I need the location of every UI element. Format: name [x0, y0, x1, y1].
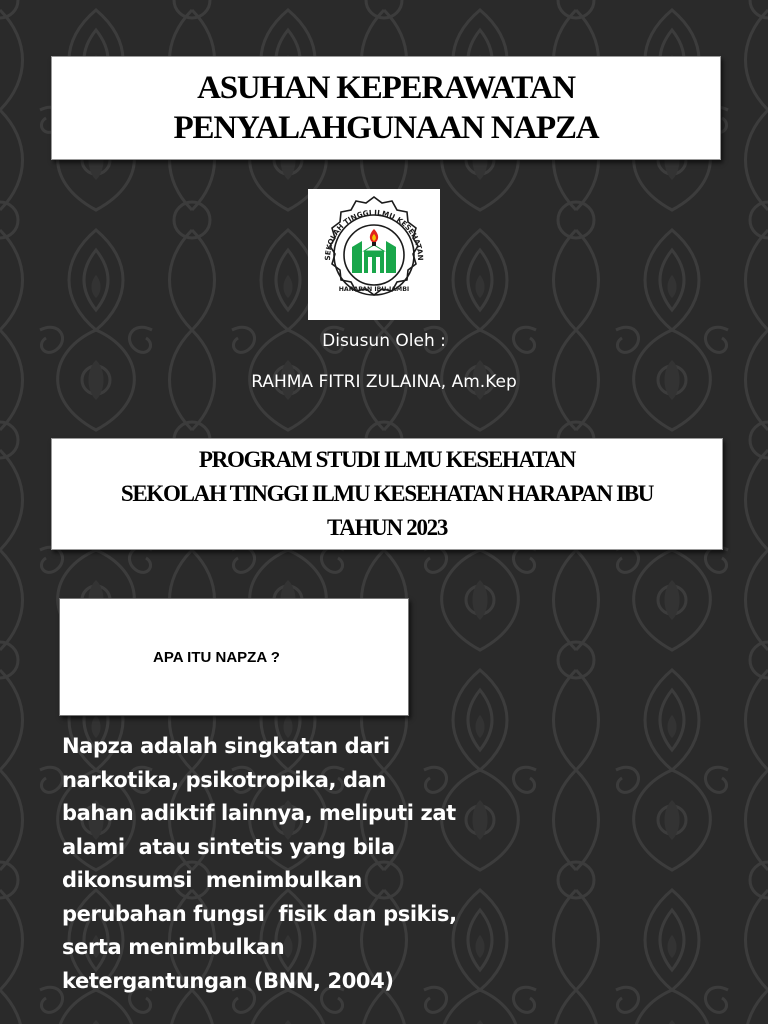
author-name: RAHMA FITRI ZULAINA, Am.Kep [251, 372, 517, 392]
title-line-2: PENYALAHGUNAAN NAPZA [173, 110, 599, 146]
title-line-1: ASUHAN KEPERAWATAN [197, 70, 575, 106]
question-box [59, 598, 409, 716]
definition-line: Napza adalah singkatan dari [62, 734, 390, 758]
logo-arc-text: SEKOLAH TINGGI ILMU KESEHATAN [322, 207, 426, 261]
question-text: APA ITU NAPZA ? [153, 649, 280, 666]
institution-line-3: TAHUN 2023 [326, 515, 448, 540]
school-logo [308, 189, 440, 320]
institution-line-1: PROGRAM STUDI ILMU KESEHATAN [198, 447, 576, 472]
logo-bottom-text: HARAPAN IBU-JAMBI [338, 286, 410, 293]
definition-line: serta menimbulkan [62, 935, 285, 959]
definition-line: ketergantungan (BNN, 2004) [62, 968, 394, 993]
definition-line: dikonsumsi menimbulkan [62, 868, 362, 892]
definition-line: narkotika, psikotropika, dan [62, 767, 386, 792]
definition-line: perubahan fungsi fisik dan psikis, [62, 901, 457, 926]
title-box [51, 56, 721, 160]
definition-paragraph [62, 730, 502, 998]
institution-line-2: SEKOLAH TINGGI ILMU KESEHATAN HARAPAN IBU [120, 481, 654, 506]
school-logo-graphic [308, 189, 440, 320]
author-label: Disusun Oleh : [322, 331, 446, 351]
institution-box [51, 438, 723, 550]
definition-line: bahan adiktif lainnya, meliputi zat [62, 801, 456, 825]
definition-line: alami atau sintetis yang bila [62, 834, 395, 859]
